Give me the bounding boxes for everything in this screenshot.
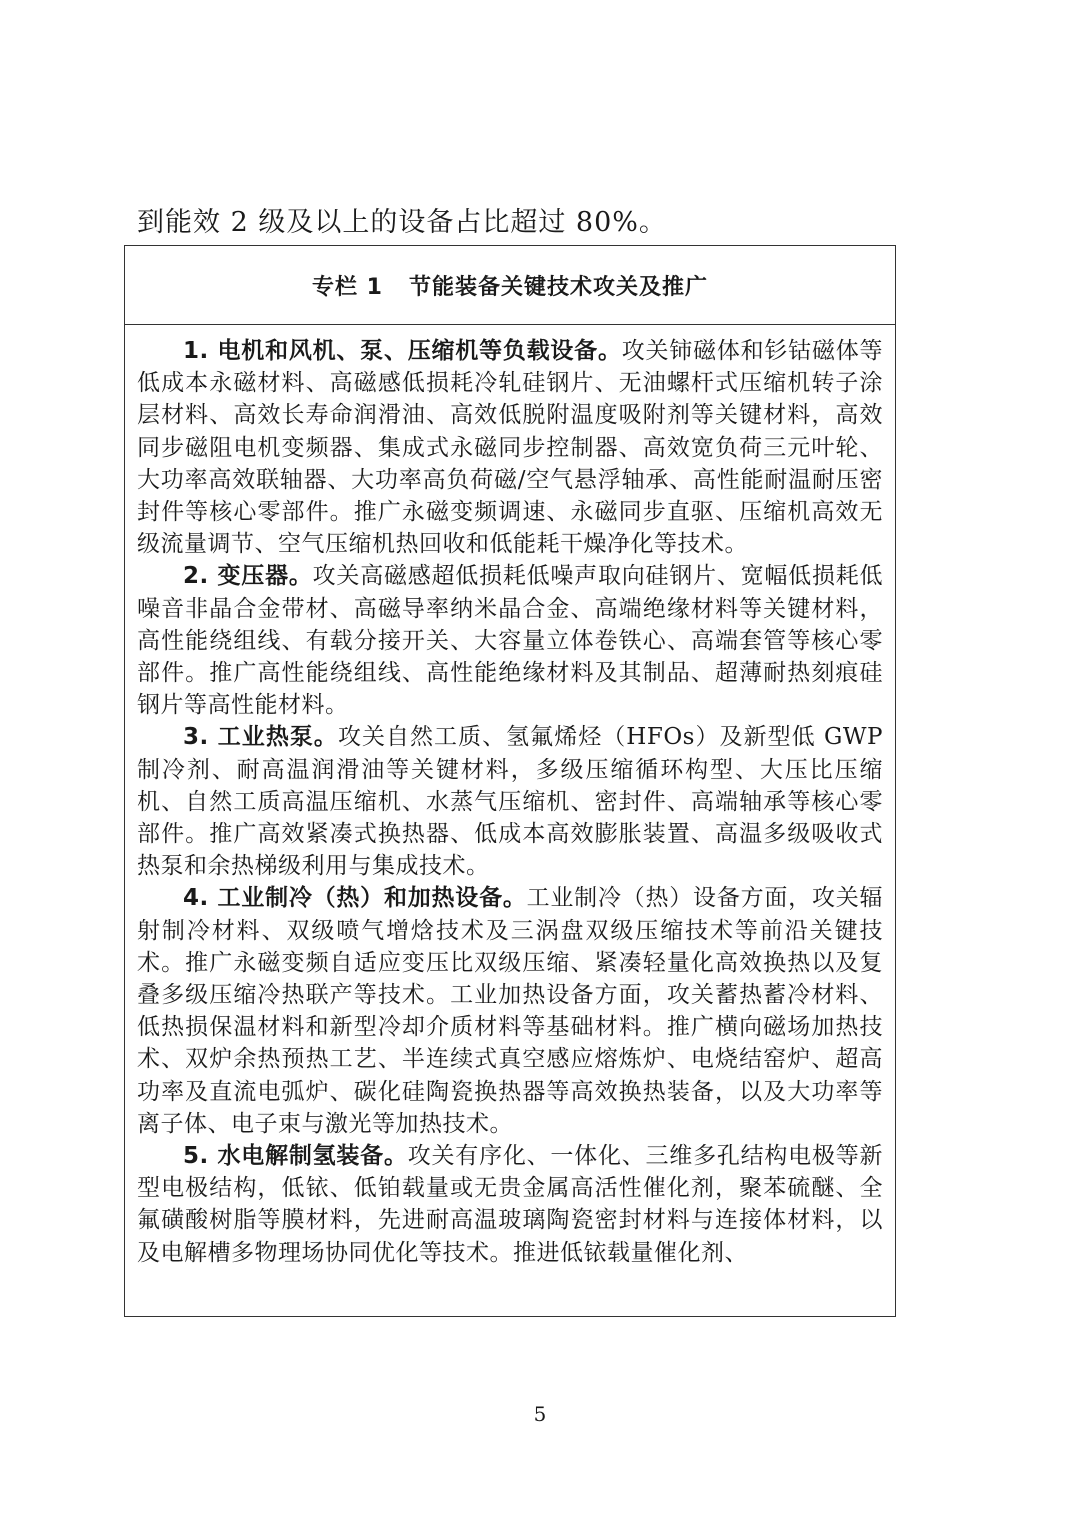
feature-box-title: 专栏 1 节能装备关键技术攻关及推广 xyxy=(312,274,708,300)
item-transformers xyxy=(137,560,883,721)
item-motors xyxy=(137,335,883,560)
item-heat-pumps xyxy=(137,721,883,882)
page-number: 5 xyxy=(533,1402,547,1426)
item-body: 攻关有序化、一体化、三维多孔结构电极等新型电极结构，低铱、低铂载量或无贵金属高活性催化剂，聚苯硫醚、全氟磺酸树脂等膜材料，先进耐高温玻璃陶瓷密封材料与连接体材料，以及电解槽多物理场协同优化等技术。推进低铱载量催化剂、 xyxy=(137,1143,884,1266)
intro-text: 到能效 2 级及以上的设备占比超过 80%。 xyxy=(137,207,667,238)
feature-box xyxy=(124,245,896,1317)
item-heading: 1. 电机和风机、泵、压缩机等负载设备。 xyxy=(183,338,622,364)
item-heading: 3. 工业热泵。 xyxy=(183,724,338,751)
item-body: 攻关自然工质、氢氟烯烃（HFOs）及新型低 GWP 制冷剂、耐高温润滑油等关键材料，多级压缩循环构型、大压比压缩机、自然工质高温压缩机、水蒸气压缩机、密封件、高端轴承等核心零部件。推广高效紧凑式换热器、低成本高效膨胀装置、高温多级吸收式热泵和余热梯级利用与集成技术。 xyxy=(137,724,883,880)
item-refrigeration-heating xyxy=(137,882,883,1140)
feature-box-body xyxy=(125,325,895,1269)
item-heading: 2. 变压器。 xyxy=(183,563,313,590)
item-electrolysis xyxy=(137,1140,883,1269)
item-body: 攻关铈磁体和钐钴磁体等低成本永磁材料、高磁感低损耗冷轧硅钢片、无油螺杆式压缩机转子涂层材料、高效长寿命润滑油、高效低脱附温度吸附剂等关键材料，高效同步磁阻电机变频器、集成式永磁同步控制器、高效宽负荷三元叶轮、大功率高效联轴器、大功率高负荷磁/空气悬浮轴承、高性能耐温耐压密封件等核心零部件。推广永磁变频调速、永磁同步直驱、压缩机高效无级流量调节、空气压缩机热回收和低能耗干燥净化等技术。 xyxy=(137,338,884,558)
feature-box-header xyxy=(125,246,895,325)
item-body: 攻关高磁感超低损耗低噪声取向硅钢片、宽幅低损耗低噪音非晶合金带材、高磁导率纳米晶合金、高端绝缘材料等关键材料，高性能绕组线、有载分接开关、大容量立体卷铁心、高端套管等核心零部件。推广高性能绕组线、高性能绝缘材料及其制品、超薄耐热刻痕硅钢片等高性能材料。 xyxy=(137,563,884,719)
item-body: 工业制冷（热）设备方面，攻关辐射制冷材料、双级喷气增焓技术及三涡盘双级压缩技术等前沿关键技术。推广永磁变频自适应变压比双级压缩、紧凑轻量化高效换热以及复叠多级压缩冷热联产等技术。工业加热设备方面，攻关蓄热蓄冷材料、低热损保温材料和新型冷却介质材料等基础材料。推广横向磁场加热技术、双炉余热预热工艺、半连续式真空感应熔炼炉、电烧结窑炉、超高功率及直流电弧炉、碳化硅陶瓷换热器等高效换热装备，以及大功率等离子体、电子束与激光等加热技术。 xyxy=(137,885,884,1137)
item-heading: 4. 工业制冷（热）和加热设备。 xyxy=(183,885,527,912)
item-heading: 5. 水电解制氢装备。 xyxy=(183,1143,408,1170)
